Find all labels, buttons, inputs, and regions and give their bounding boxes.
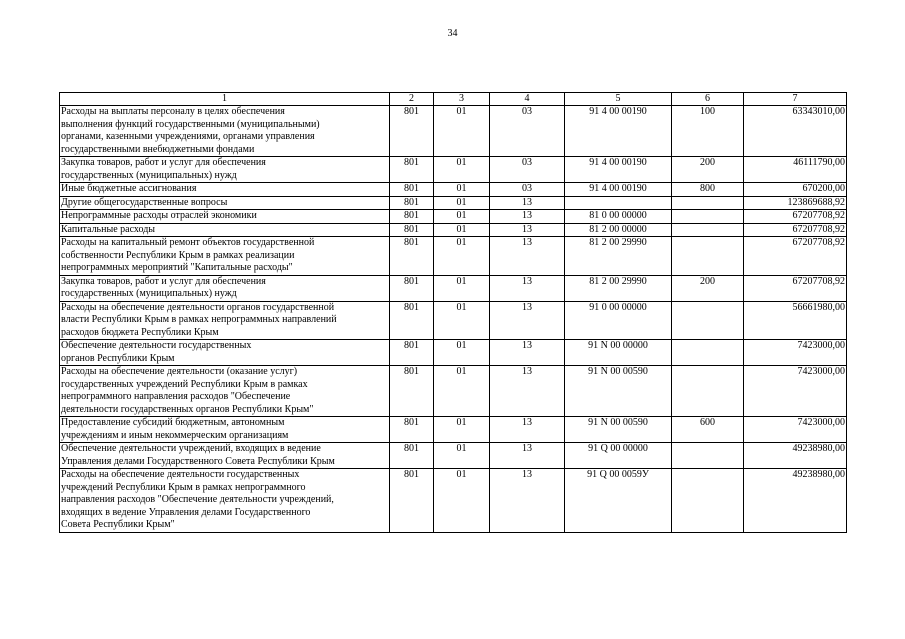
column-header-5: 5 — [565, 93, 672, 106]
amount-cell: 49238980,00 — [744, 443, 847, 469]
expense-name-cell: Обеспечение деятельности учреждений, входящих в ведение Управления делами Государственного Совета Республики Крым — [60, 443, 390, 469]
expense-name-cell: Иные бюджетные ассигнования — [60, 183, 390, 197]
target-article-cell: 91 Q 00 00000 — [565, 443, 672, 469]
amount-cell: 67207708,92 — [744, 223, 847, 237]
column-header-2: 2 — [390, 93, 434, 106]
expense-type-cell — [672, 443, 744, 469]
section-code-cell: 01 — [434, 196, 490, 210]
expense-name-cell: Расходы на обеспечение деятельности органов государственной власти Республики Крым в рамках непрограммных направлений расходов бюджета Республики Крым — [60, 301, 390, 340]
expense-name-cell: Закупка товаров, работ и услуг для обеспечения государственных (муниципальных) нужд — [60, 157, 390, 183]
target-article-cell: 91 Q 00 0059У — [565, 469, 672, 533]
expense-name-cell: Обеспечение деятельности государственных органов Республики Крым — [60, 340, 390, 366]
table-row — [60, 340, 847, 366]
expense-name-cell: Расходы на капитальный ремонт объектов государственной собственности Республики Крым в рамках реализации непрограммных мероприятий "Капитальные расходы" — [60, 237, 390, 276]
section-code-cell: 01 — [434, 275, 490, 301]
target-article-cell: 81 2 00 00000 — [565, 223, 672, 237]
ministry-code-cell: 801 — [390, 237, 434, 276]
ministry-code-cell: 801 — [390, 210, 434, 224]
target-article-cell: 91 4 00 00190 — [565, 183, 672, 197]
section-code-cell: 01 — [434, 340, 490, 366]
ministry-code-cell: 801 — [390, 366, 434, 417]
subsection-code-cell: 03 — [490, 157, 565, 183]
expense-type-cell — [672, 223, 744, 237]
target-article-cell — [565, 196, 672, 210]
table-row — [60, 157, 847, 183]
column-header-7: 7 — [744, 93, 847, 106]
table-row — [60, 237, 847, 276]
subsection-code-cell: 13 — [490, 275, 565, 301]
expense-name-cell: Расходы на выплаты персоналу в целях обеспечения выполнения функций государственными (муниципальными) органами, казенными учреждениями, органами управления государственными внебюджетными фондами — [60, 106, 390, 157]
amount-cell: 56661980,00 — [744, 301, 847, 340]
subsection-code-cell: 13 — [490, 340, 565, 366]
amount-cell: 670200,00 — [744, 183, 847, 197]
table-row — [60, 210, 847, 224]
target-article-cell: 91 0 00 00000 — [565, 301, 672, 340]
target-article-cell: 91 4 00 00190 — [565, 157, 672, 183]
budget-table — [59, 92, 847, 533]
table-row — [60, 417, 847, 443]
table-row — [60, 301, 847, 340]
section-code-cell: 01 — [434, 469, 490, 533]
expense-type-cell: 600 — [672, 417, 744, 443]
ministry-code-cell: 801 — [390, 106, 434, 157]
section-code-cell: 01 — [434, 210, 490, 224]
target-article-cell: 81 0 00 00000 — [565, 210, 672, 224]
column-header-4: 4 — [490, 93, 565, 106]
ministry-code-cell: 801 — [390, 301, 434, 340]
expense-type-cell — [672, 340, 744, 366]
table-row — [60, 196, 847, 210]
table-row — [60, 469, 847, 533]
expense-type-cell — [672, 237, 744, 276]
amount-cell: 7423000,00 — [744, 417, 847, 443]
section-code-cell: 01 — [434, 183, 490, 197]
expense-name-cell: Закупка товаров, работ и услуг для обеспечения государственных (муниципальных) нужд — [60, 275, 390, 301]
section-code-cell: 01 — [434, 366, 490, 417]
column-header-6: 6 — [672, 93, 744, 106]
expense-type-cell: 800 — [672, 183, 744, 197]
ministry-code-cell: 801 — [390, 340, 434, 366]
column-header-1: 1 — [60, 93, 390, 106]
section-code-cell: 01 — [434, 237, 490, 276]
amount-cell: 67207708,92 — [744, 275, 847, 301]
ministry-code-cell: 801 — [390, 223, 434, 237]
table-row — [60, 183, 847, 197]
expense-name-cell: Расходы на обеспечение деятельности (оказание услуг) государственных учреждений Республики Крым в рамках непрограммного направления расходов "Обеспечение деятельности государственных органов Республики Крым" — [60, 366, 390, 417]
expense-name-cell: Капитальные расходы — [60, 223, 390, 237]
expense-type-cell: 200 — [672, 275, 744, 301]
target-article-cell: 91 4 00 00190 — [565, 106, 672, 157]
expense-type-cell: 200 — [672, 157, 744, 183]
subsection-code-cell: 13 — [490, 210, 565, 224]
section-code-cell: 01 — [434, 301, 490, 340]
expense-type-cell — [672, 469, 744, 533]
ministry-code-cell: 801 — [390, 469, 434, 533]
section-code-cell: 01 — [434, 417, 490, 443]
amount-cell: 67207708,92 — [744, 237, 847, 276]
amount-cell: 49238980,00 — [744, 469, 847, 533]
section-code-cell: 01 — [434, 157, 490, 183]
ministry-code-cell: 801 — [390, 157, 434, 183]
amount-cell: 7423000,00 — [744, 340, 847, 366]
amount-cell: 63343010,00 — [744, 106, 847, 157]
subsection-code-cell: 03 — [490, 183, 565, 197]
subsection-code-cell: 13 — [490, 196, 565, 210]
ministry-code-cell: 801 — [390, 275, 434, 301]
amount-cell: 46111790,00 — [744, 157, 847, 183]
subsection-code-cell: 13 — [490, 443, 565, 469]
expense-name-cell: Предоставление субсидий бюджетным, автономным учреждениям и иным некоммерческим организациям — [60, 417, 390, 443]
expense-type-cell — [672, 366, 744, 417]
column-header-3: 3 — [434, 93, 490, 106]
target-article-cell: 81 2 00 29990 — [565, 237, 672, 276]
ministry-code-cell: 801 — [390, 417, 434, 443]
subsection-code-cell: 13 — [490, 469, 565, 533]
table-row — [60, 223, 847, 237]
amount-cell: 7423000,00 — [744, 366, 847, 417]
target-article-cell: 91 N 00 00000 — [565, 340, 672, 366]
target-article-cell: 91 N 00 00590 — [565, 366, 672, 417]
table-row — [60, 443, 847, 469]
amount-cell: 123869688,92 — [744, 196, 847, 210]
header-row — [60, 93, 847, 106]
expense-type-cell — [672, 210, 744, 224]
target-article-cell: 81 2 00 29990 — [565, 275, 672, 301]
table-row — [60, 366, 847, 417]
subsection-code-cell: 13 — [490, 301, 565, 340]
subsection-code-cell: 13 — [490, 366, 565, 417]
subsection-code-cell: 03 — [490, 106, 565, 157]
target-article-cell: 91 N 00 00590 — [565, 417, 672, 443]
subsection-code-cell: 13 — [490, 237, 565, 276]
expense-name-cell: Расходы на обеспечение деятельности государственных учреждений Республики Крым в рамках непрограммного направления расходов "Обеспечение деятельности учреждений, входящих в ведение Управления делами Государственного Совета Республики Крым" — [60, 469, 390, 533]
subsection-code-cell: 13 — [490, 223, 565, 237]
expense-type-cell — [672, 196, 744, 210]
expense-name-cell: Непрограммные расходы отраслей экономики — [60, 210, 390, 224]
expense-type-cell: 100 — [672, 106, 744, 157]
subsection-code-cell: 13 — [490, 417, 565, 443]
section-code-cell: 01 — [434, 223, 490, 237]
amount-cell: 67207708,92 — [744, 210, 847, 224]
ministry-code-cell: 801 — [390, 196, 434, 210]
section-code-cell: 01 — [434, 106, 490, 157]
table-body — [60, 106, 847, 533]
page-number: 34 — [447, 28, 458, 39]
expense-name-cell: Другие общегосударственные вопросы — [60, 196, 390, 210]
section-code-cell: 01 — [434, 443, 490, 469]
ministry-code-cell: 801 — [390, 443, 434, 469]
ministry-code-cell: 801 — [390, 183, 434, 197]
table-row — [60, 275, 847, 301]
table-row — [60, 106, 847, 157]
expense-type-cell — [672, 301, 744, 340]
